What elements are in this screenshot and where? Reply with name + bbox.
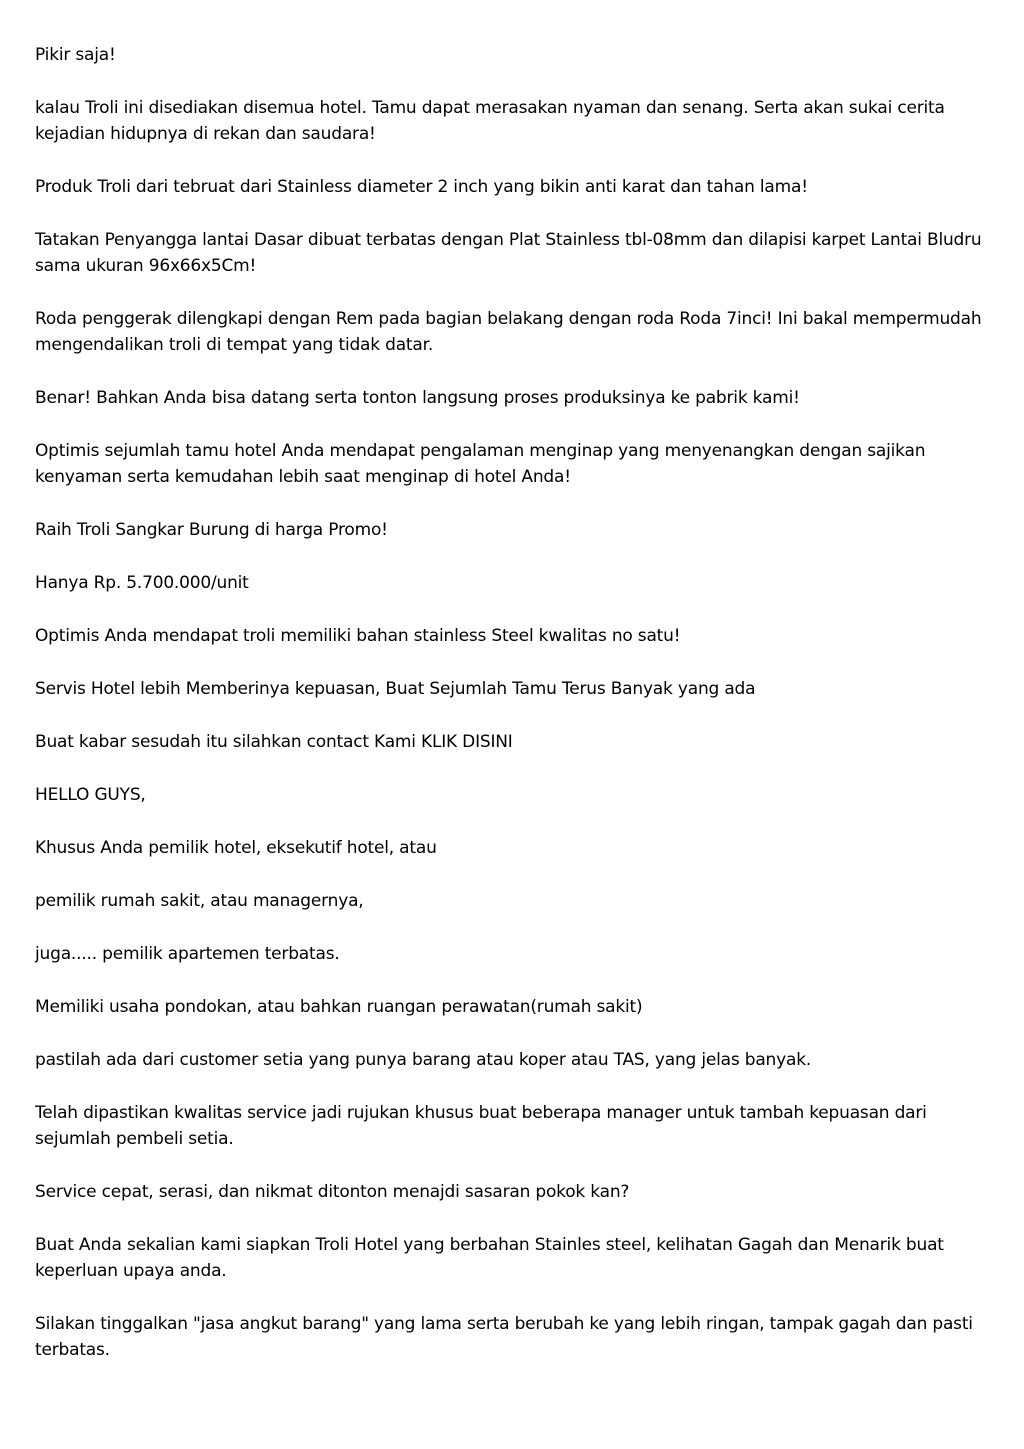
- paragraph: Benar! Bahkan Anda bisa datang serta tonton langsung proses produksinya ke pabrik kami!: [35, 388, 800, 408]
- paragraph: Raih Troli Sangkar Burung di harga Promo!: [35, 520, 388, 540]
- greeting-paragraph: HELLO GUYS,: [35, 785, 146, 805]
- price-paragraph: Hanya Rp. 5.700.000/unit: [35, 573, 249, 593]
- paragraph: Khusus Anda pemilik hotel, eksekutif hotel, atau: [35, 838, 437, 858]
- contact-paragraph: Buat kabar sesudah itu silahkan contact Kami KLIK DISINI: [35, 732, 513, 752]
- paragraph: Tatakan Penyangga lantai Dasar dibuat terbatas dengan Plat Stainless tbl-08mm dan dilapisi karpet Lantai Bludru sama ukuran 96x66x5Cm!: [35, 230, 982, 276]
- paragraph: Service cepat, serasi, dan nikmat ditonton menajdi sasaran pokok kan?: [35, 1182, 630, 1202]
- paragraph: Telah dipastikan kwalitas service jadi rujukan khusus buat beberapa manager untuk tambah kepuasan dari sejumlah pembeli setia.: [35, 1103, 927, 1149]
- document-body: [35, 42, 995, 1390]
- paragraph: Produk Troli dari tebruat dari Stainless diameter 2 inch yang bikin anti karat dan tahan lama!: [35, 177, 808, 197]
- paragraph: Memiliki usaha pondokan, atau bahkan ruangan perawatan(rumah sakit): [35, 997, 643, 1017]
- paragraph: kalau Troli ini disediakan disemua hotel. Tamu dapat merasakan nyaman dan senang. Serta akan sukai cerita kejadian hidupnya di rekan dan saudara!: [35, 98, 945, 144]
- paragraph: pemilik rumah sakit, atau managernya,: [35, 891, 364, 911]
- paragraph: Buat Anda sekalian kami siapkan Troli Hotel yang berbahan Stainles steel, kelihatan Gagah dan Menarik buat keperluan upaya anda.: [35, 1235, 944, 1281]
- paragraph: Optimis sejumlah tamu hotel Anda mendapat pengalaman menginap yang menyenangkan dengan sajikan kenyaman serta kemudahan lebih saat menginap di hotel Anda!: [35, 441, 926, 487]
- paragraph: Pikir saja!: [35, 45, 116, 65]
- paragraph: juga..... pemilik apartemen terbatas.: [35, 944, 340, 964]
- paragraph: Optimis Anda mendapat troli memiliki bahan stainless Steel kwalitas no satu!: [35, 626, 681, 646]
- paragraph: Servis Hotel lebih Memberinya kepuasan, Buat Sejumlah Tamu Terus Banyak yang ada: [35, 679, 756, 699]
- paragraph: Silakan tinggalkan "jasa angkut barang" yang lama serta berubah ke yang lebih ringan, tampak gagah dan pasti terbatas.: [35, 1314, 973, 1360]
- paragraph: Roda penggerak dilengkapi dengan Rem pada bagian belakang dengan roda Roda 7inci! Ini bakal mempermudah mengendalikan troli di tempat yang tidak datar.: [35, 309, 982, 355]
- paragraph: pastilah ada dari customer setia yang punya barang atau koper atau TAS, yang jelas banyak.: [35, 1050, 812, 1070]
